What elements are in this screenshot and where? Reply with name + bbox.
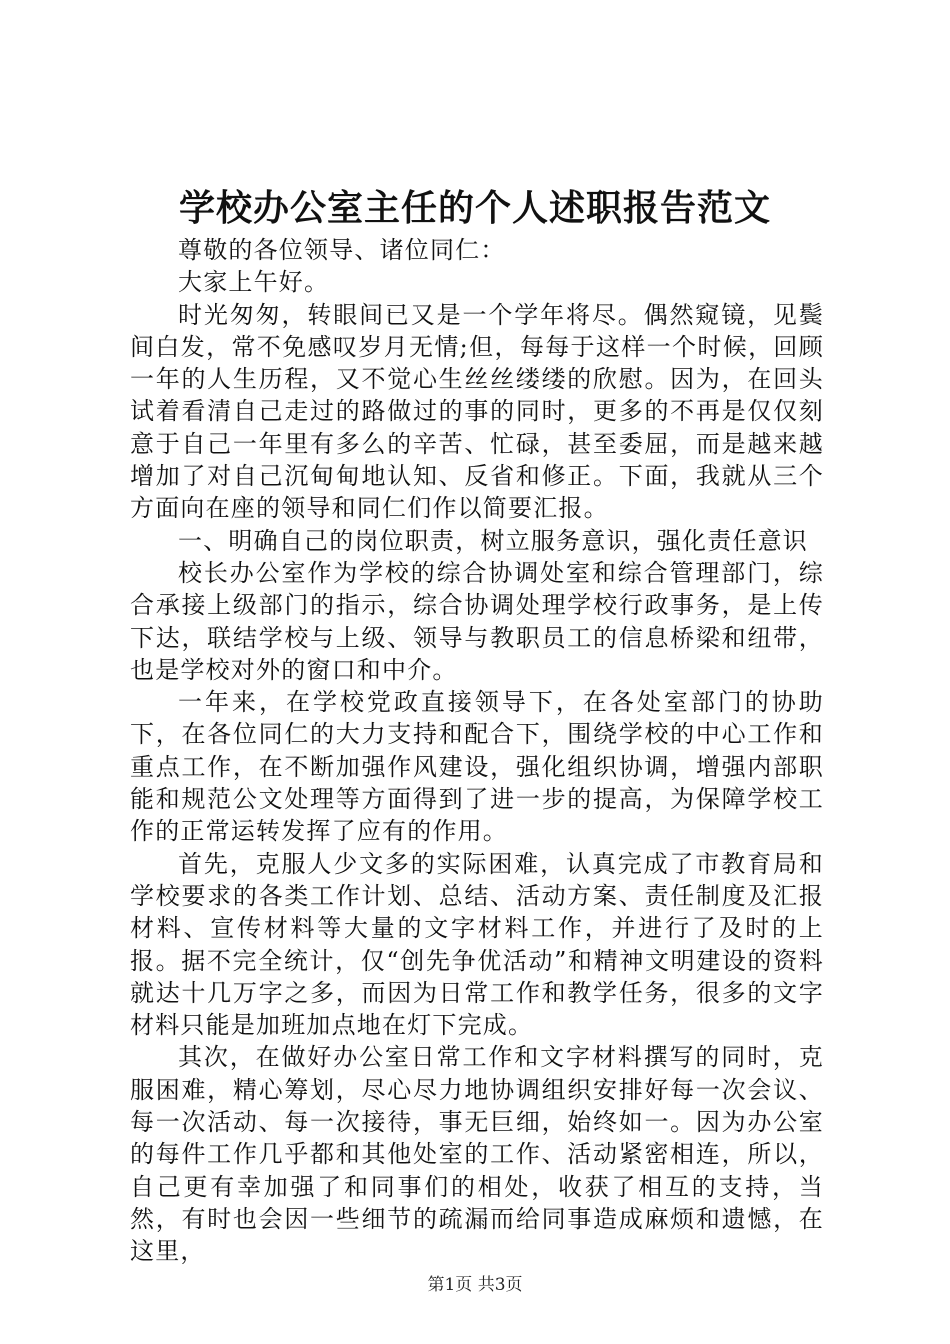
document-title: 学校办公室主任的个人述职报告范文 xyxy=(178,187,771,229)
paragraph: 首先，克服人少文多的实际困难，认真完成了市教育局和学校要求的各类工作计划、总结、活动方案、责任制度及汇报材料、宣传材料等大量的文字材料工作，并进行了及时的上报。据不完全统计，仅“创先争优活动”和精神文明建设的资料就达十几万字之多，而因为日常工作和教学任务，很多的文字材料只能是加班加点地在灯下完成。 xyxy=(130,849,824,1040)
paragraph: 时光匆匆，转眼间已又是一个学年将尽。偶然窥镜，见鬓间白发，常不免感叹岁月无情;但，每每于这样一个时候，回顾一年的人生历程，又不觉心生丝丝缕缕的欣慰。因为，在回头试着看清自己走过的路做过的事的同时，更多的不再是仅仅刻意于自己一年里有多么的辛苦、忙碌，甚至委屈，而是越来越增加了对自己沉甸甸地认知、反省和修正。下面，我就从三个方面向在座的领导和同仁们作以简要汇报。 xyxy=(130,300,824,523)
paragraph: 校长办公室作为学校的综合协调处室和综合管理部门，综合承接上级部门的指示，综合协调处理学校行政事务，是上传下达，联结学校与上级、领导与教职员工的信息桥梁和纽带，也是学校对外的窗口和中介。 xyxy=(130,558,824,684)
paragraph: 其次，在做好办公室日常工作和文字材料撰写的同时，克服困难，精心筹划，尽心尽力地协调组织安排好每一次会议、每一次活动、每一次接待，事无巨细，始终如一。因为办公室的每件工作几乎都和其他处室的工作、活动紧密相连，所以，自己更有幸加强了和同事们的相处，收获了相互的支持，当然，有时也会因一些细节的疏漏而给同事造成麻烦和遗憾，在这里， xyxy=(130,1043,824,1266)
page-footer: 第1页 共3页 xyxy=(427,1275,523,1295)
section-heading: 一、明确自己的岗位职责，树立服务意识，强化责任意识 xyxy=(178,526,808,555)
document-body xyxy=(130,234,824,1268)
paragraph: 一年来，在学校党政直接领导下，在各处室部门的协助下，在各位同仁的大力支持和配合下，围绕学校的中心工作和重点工作，在不断加强作风建设，强化组织协调，增强内部职能和规范公文处理等方面得到了进一步的提高，为保障学校工作的正常运转发挥了应有的作用。 xyxy=(130,688,824,846)
greeting: 大家上午好。 xyxy=(178,268,330,297)
salutation: 尊敬的各位领导、诸位同仁： xyxy=(178,236,506,264)
